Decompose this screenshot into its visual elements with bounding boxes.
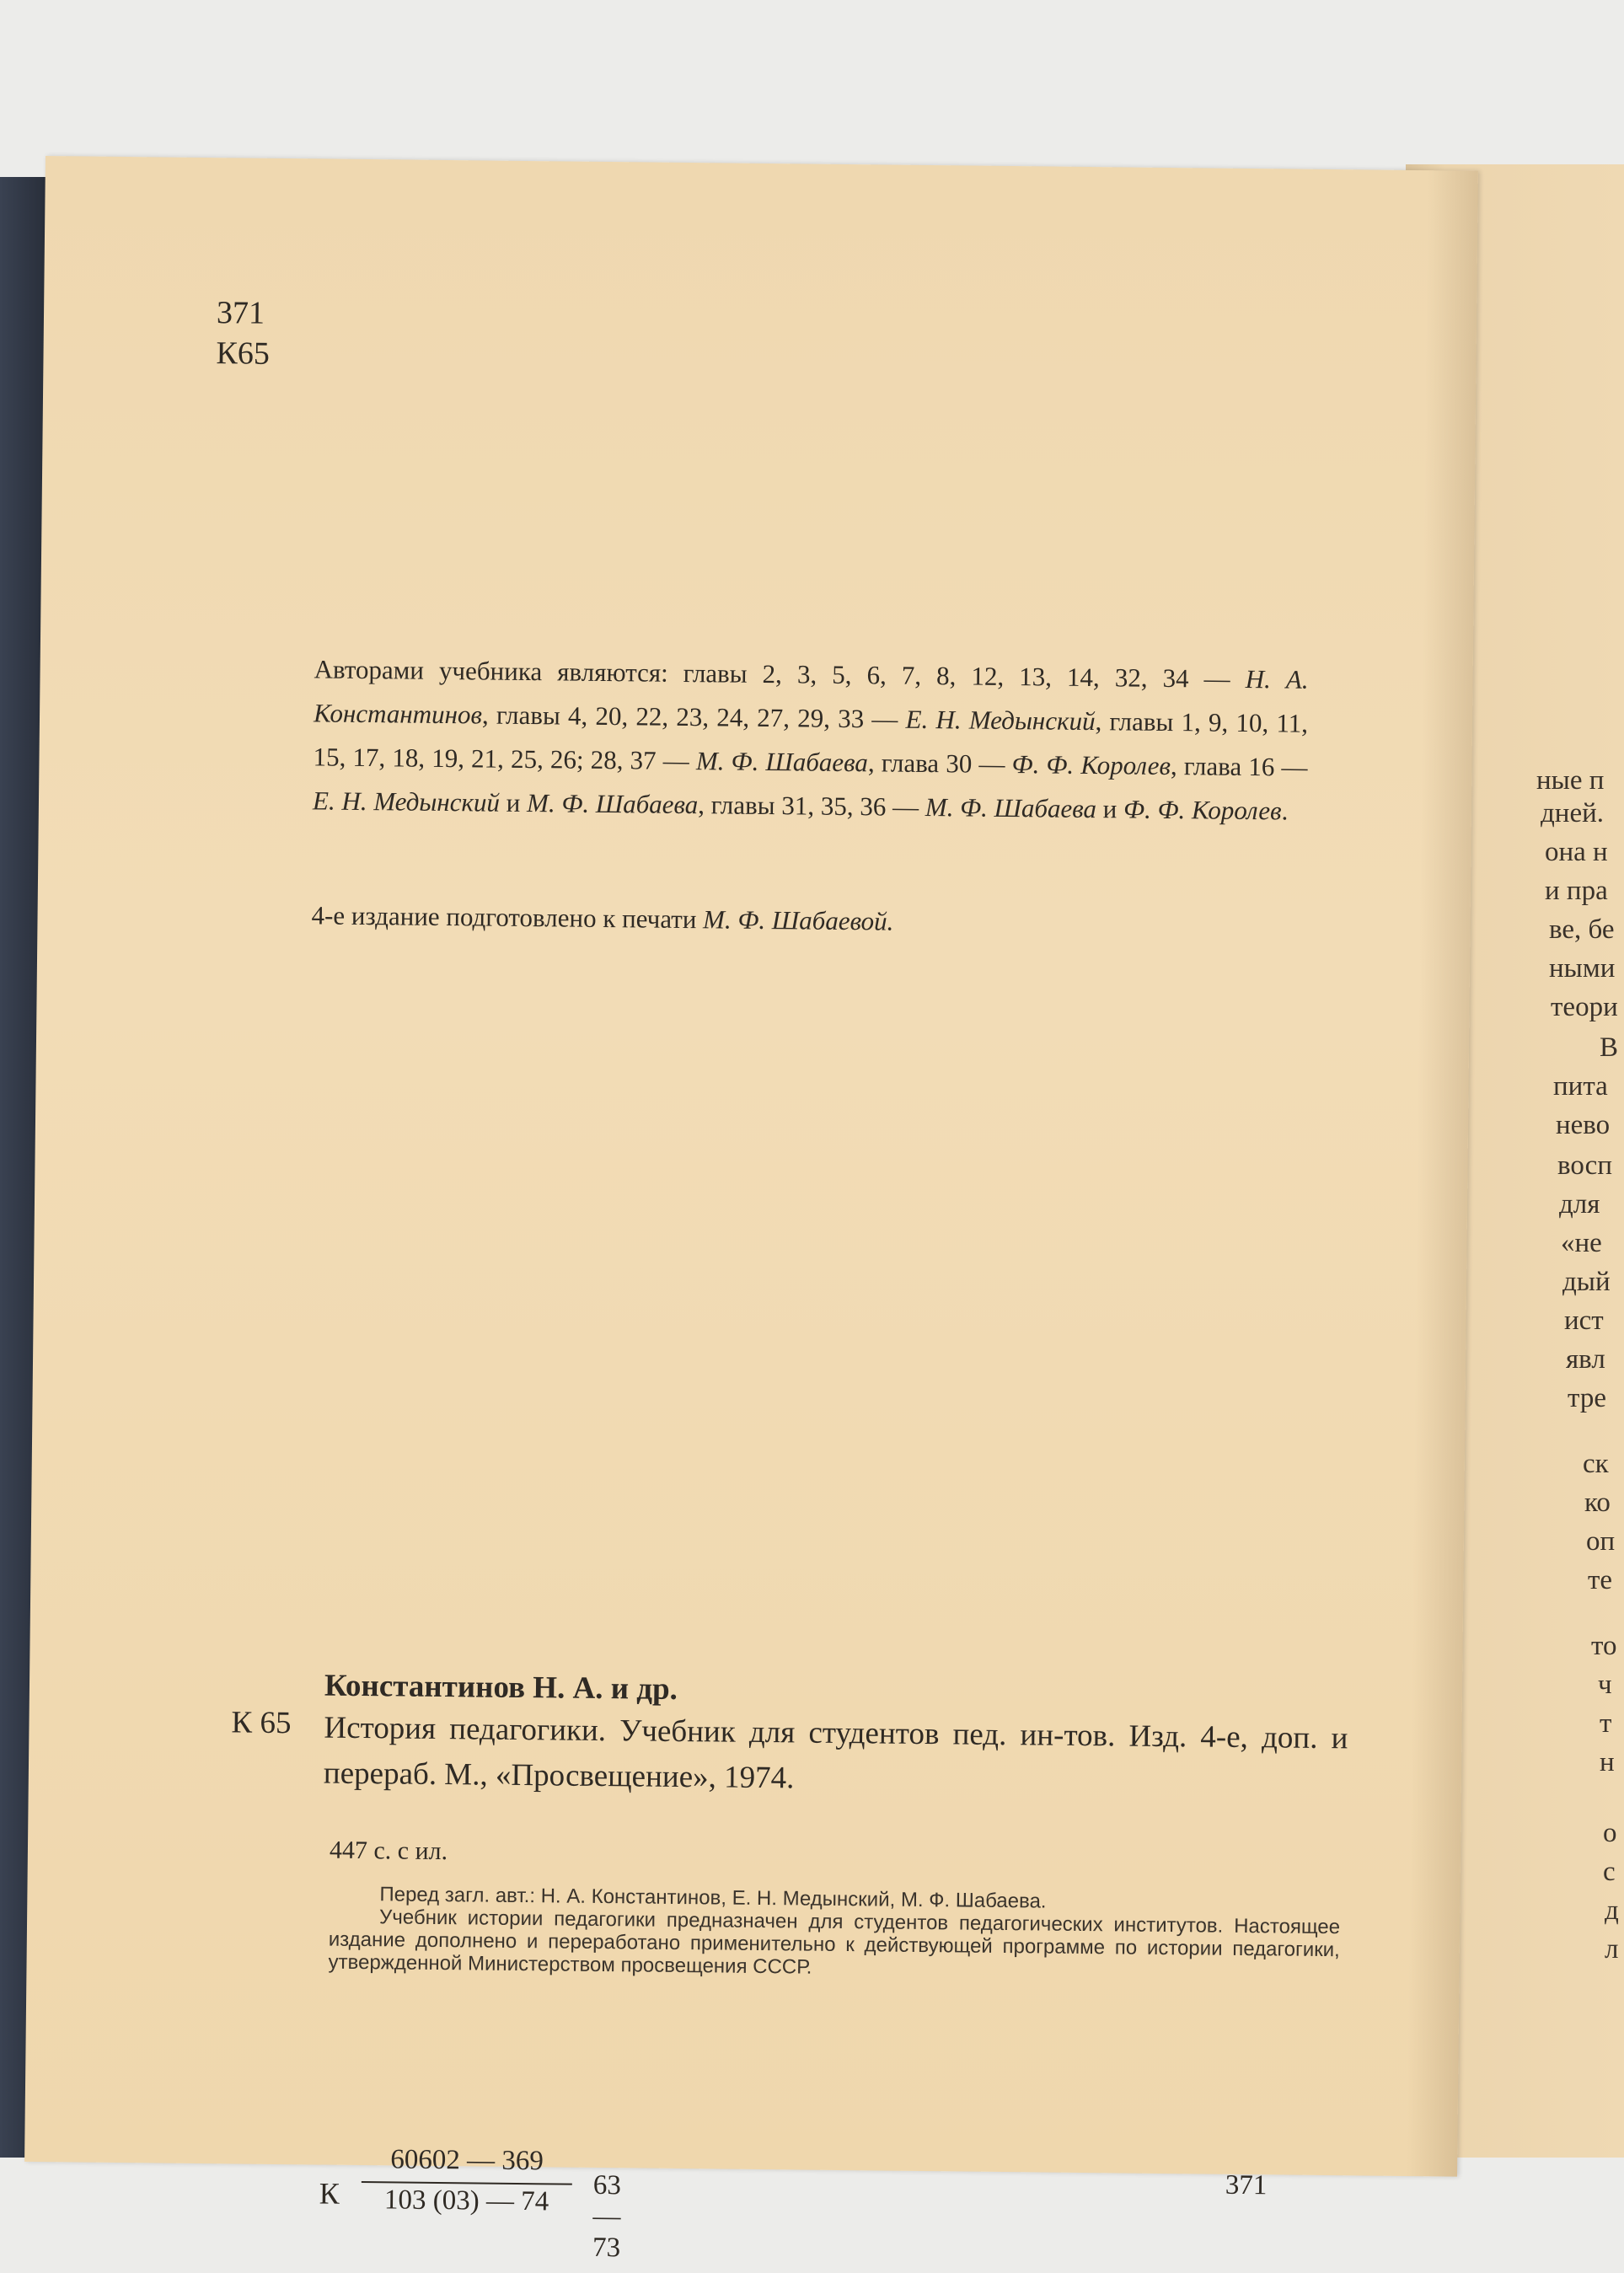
facing-page-text: ч	[1598, 1670, 1612, 1700]
authors-text: .	[1281, 796, 1289, 826]
edition-text: 4-е издание подготовлено к печати	[311, 900, 697, 935]
annotation-authors: Перед загл. авт.: Н. А. Константинов, Е. Н. Медынский, М. Ф. Шабаева.	[379, 1883, 1047, 1913]
author-name: Е. Н. Медынский	[905, 704, 1096, 737]
facing-page-text: она н	[1545, 837, 1608, 867]
index-numerator: 60602 — 369	[390, 2144, 544, 2177]
facing-page-text: теори	[1551, 992, 1618, 1022]
facing-page-text: пита	[1553, 1071, 1608, 1102]
author-name: Ф. Ф. Королев	[1123, 794, 1282, 826]
facing-page-text: ными	[1549, 953, 1616, 984]
authors-text: , главы 31, 35, 36 —	[698, 790, 919, 822]
facing-page-text: т	[1600, 1708, 1612, 1739]
facing-page-text: В	[1600, 1032, 1619, 1063]
facing-page-text: «не	[1561, 1228, 1602, 1258]
author-name: М. Ф. Шабаева	[526, 788, 699, 820]
facing-page-text: д	[1605, 1895, 1619, 1926]
editor-name: М. Ф. Шабаевой.	[702, 904, 894, 936]
facing-page-text: явл	[1566, 1344, 1605, 1375]
authors-text: и	[1096, 794, 1124, 824]
index-letter: К	[319, 2176, 340, 2211]
facing-page-text: ист	[1564, 1305, 1604, 1336]
index-tail: 63 — 73	[592, 2169, 622, 2264]
facing-page-text: ве, бе	[1549, 914, 1615, 945]
authors-text: , главы 4, 20, 22, 23, 24, 27, 29, 33 —	[481, 700, 898, 734]
edition-note	[311, 900, 893, 936]
annotation-description: Учебник истории педагогики предназначен для студентов педагогических институтов. Настоящее издание дополнено и переработано применительно к действующей программе по истории педагогики, утвержденной Министерством просвещения СССР.	[328, 1906, 1341, 1979]
authors-text: и	[499, 787, 528, 818]
authors-paragraph	[313, 647, 1309, 833]
author-mark: К65	[216, 335, 271, 372]
authors-text: , глава 16 —	[1170, 751, 1308, 782]
facing-page-text: оп	[1586, 1526, 1616, 1557]
facing-page-text: тре	[1568, 1383, 1606, 1413]
udk-number: 371	[216, 295, 265, 331]
authors-text: Авторами учебника являются: главы 2, 3, 5, 6, 7, 8, 12, 13, 14, 32, 34 —	[314, 654, 1230, 694]
facing-page-text: ск	[1583, 1449, 1609, 1479]
bibliographic-author: Константинов Н. А. и др.	[324, 1668, 678, 1707]
udk-classification	[216, 292, 270, 374]
author-name: М. Ф. Шабаева	[925, 791, 1097, 824]
facing-page-text: дней.	[1541, 798, 1605, 828]
facing-page-text: н	[1600, 1747, 1615, 1777]
facing-page-text: л	[1605, 1934, 1619, 1965]
facing-page-text: дый	[1562, 1267, 1611, 1297]
facing-page-text: для	[1559, 1189, 1600, 1220]
facing-page-text: ные п	[1536, 765, 1605, 796]
page-count: 447 с. с ил.	[329, 1836, 448, 1866]
author-name: Н. А. Константинов	[313, 663, 1309, 730]
facing-page-text: восп	[1557, 1150, 1612, 1181]
author-name: Ф. Ф. Королев	[1011, 749, 1171, 781]
facing-page-text: ко	[1584, 1488, 1611, 1518]
authors-text: , глава 30 —	[867, 748, 1005, 779]
index-denominator: 103 (03) — 74	[383, 2185, 549, 2217]
facing-page-text: о	[1603, 1818, 1617, 1848]
udk-footer: 371	[1225, 2169, 1268, 2201]
author-code: К 65	[231, 1705, 292, 1741]
facing-page-text: и пра	[1545, 876, 1608, 906]
book-page	[24, 156, 1478, 2264]
facing-page-text: то	[1591, 1631, 1617, 1661]
bibliographic-title: История педагогики. Учебник для студентов пед. ин-тов. Изд. 4-е, доп. и перераб. М., «Просвещение», 1974.	[323, 1710, 1348, 1796]
facing-page-text: нево	[1556, 1110, 1611, 1140]
facing-page-text: с	[1603, 1857, 1616, 1887]
author-name: М. Ф. Шабаева	[695, 746, 869, 778]
annotation	[328, 1883, 1340, 1985]
author-name: Е. Н. Медынский	[312, 785, 501, 818]
facing-page-text: те	[1588, 1565, 1613, 1595]
authors-text: , главы 1, 9, 10, 11, 15, 17, 18, 19, 21, 25, 26; 28, 37 —	[313, 706, 1309, 776]
